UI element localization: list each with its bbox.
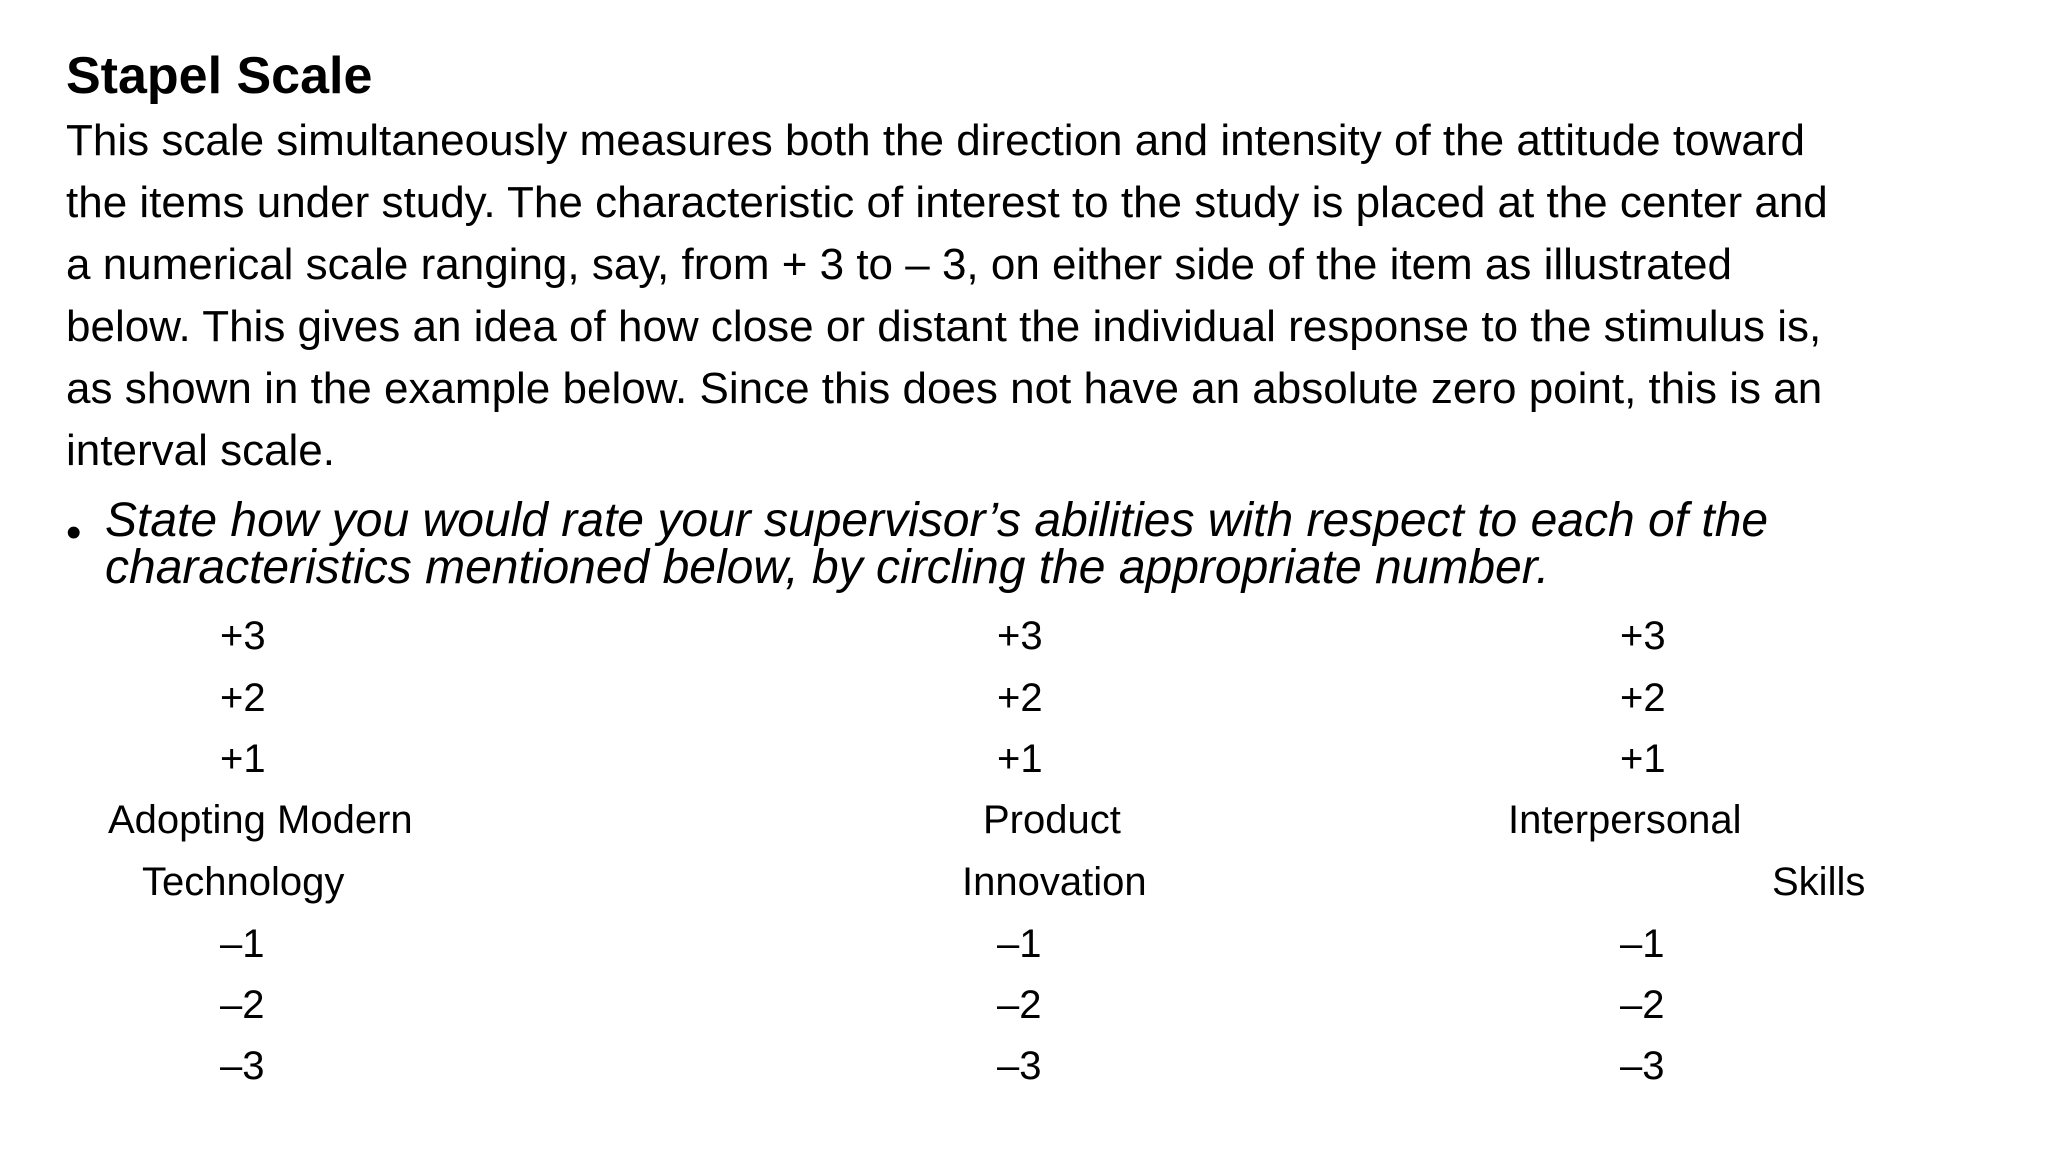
paragraph-line: a numerical scale ranging, say, from + 3 to – 3, on either side of the item as illustrated bbox=[66, 240, 1732, 289]
paragraph-line: This scale simultaneously measures both the direction and intensity of the attitude toward bbox=[66, 116, 1805, 165]
scale-item-label: Skills bbox=[1772, 860, 1866, 904]
scale-item-label: Interpersonal bbox=[1508, 798, 1742, 842]
scale-value-minus-2: –2 bbox=[997, 983, 1042, 1027]
scale-value-plus-3: +3 bbox=[997, 614, 1043, 658]
scale-item-label: Innovation bbox=[962, 860, 1147, 904]
scale-value-minus-1: –1 bbox=[997, 922, 1042, 966]
scale-item-label: Technology bbox=[142, 860, 345, 904]
scale-value-plus-3: +3 bbox=[220, 614, 266, 658]
scale-value-minus-2: –2 bbox=[1620, 983, 1665, 1027]
bullet-marker: • bbox=[66, 508, 82, 557]
paragraph-line: below. This gives an idea of how close or distant the individual response to the stimulus is, bbox=[66, 302, 1822, 351]
scale-value-plus-2: +2 bbox=[997, 676, 1043, 720]
scale-value-plus-2: +2 bbox=[1620, 676, 1666, 720]
scale-value-plus-1: +1 bbox=[1620, 737, 1666, 781]
paragraph-line: interval scale. bbox=[66, 426, 336, 475]
scale-value-plus-1: +1 bbox=[997, 737, 1043, 781]
bullet-text-line: characteristics mentioned below, by circling the appropriate number. bbox=[105, 541, 1550, 594]
scale-value-plus-2: +2 bbox=[220, 676, 266, 720]
bullet-text-line: State how you would rate your supervisor’s abilities with respect to each of the bbox=[105, 494, 1769, 547]
paragraph-line: the items under study. The characteristic of interest to the study is placed at the center and bbox=[66, 178, 1828, 227]
scale-value-plus-1: +1 bbox=[220, 737, 266, 781]
scale-value-plus-3: +3 bbox=[1620, 614, 1666, 658]
scale-value-minus-2: –2 bbox=[220, 983, 265, 1027]
scale-item-label: Adopting Modern bbox=[108, 798, 413, 842]
scale-value-minus-3: –3 bbox=[997, 1044, 1042, 1088]
scale-value-minus-3: –3 bbox=[220, 1044, 265, 1088]
scale-value-minus-1: –1 bbox=[220, 922, 265, 966]
slide-title: Stapel Scale bbox=[66, 47, 373, 105]
scale-item-label: Product bbox=[983, 798, 1121, 842]
scale-value-minus-1: –1 bbox=[1620, 922, 1665, 966]
scale-value-minus-3: –3 bbox=[1620, 1044, 1665, 1088]
paragraph-line: as shown in the example below. Since this does not have an absolute zero point, this is an bbox=[66, 364, 1823, 413]
